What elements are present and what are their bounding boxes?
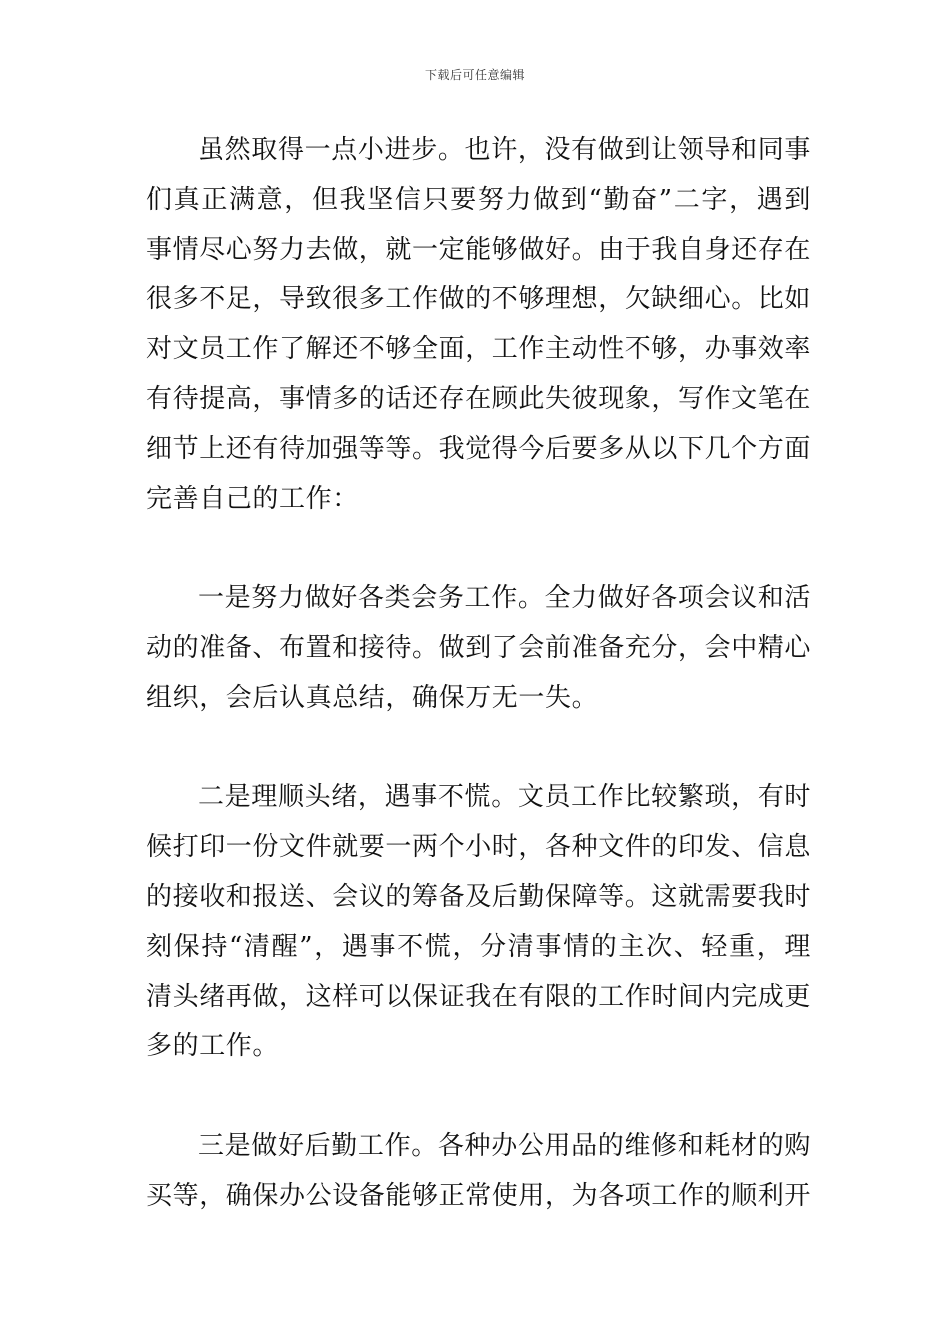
paragraph-summary: 虽然取得一点小进步。也许，没有做到让领导和同事们真正满意，但我坚信只要努力做到“勤奋”二字，遇到事情尽心努力去做，就一定能够做好。由于我自身还存在很多不足，导致很多工作做的不够理想，欠缺细心。比如对文员工作了解还不够全面，工作主动性不够，办事效率有待提高，事情多的话还存在顾此失彼现象，写作文笔在细节上还有待加强等等。我觉得今后要多从以下几个方面完善自己的工作：	[146, 135, 812, 514]
header-note: 下载后可任意编辑	[424, 68, 525, 82]
paragraph-point-one: 一是努力做好各类会务工作。全力做好各项会议和活动的准备、布置和接待。做到了会前准备充分，会中精心组织，会后认真总结，确保万无一失。	[146, 583, 812, 713]
paragraph-point-three: 三是做好后勤工作。各种办公用品的维修和耗材的购买等，确保办公设备能够正常使用，为各项工作的顺利开	[146, 1130, 812, 1211]
document-body	[146, 126, 811, 1222]
paragraph-point-two: 二是理顺头绪，遇事不慌。文员工作比较繁琐，有时候打印一份文件就要一两个小时，各种文件的印发、信息的接收和报送、会议的筹备及后勤保障等。这就需要我时刻保持“清醒”，遇事不慌，分清事情的主次、轻重，理清头绪再做，这样可以保证我在有限的工作时间内完成更多的工作。	[146, 782, 812, 1062]
